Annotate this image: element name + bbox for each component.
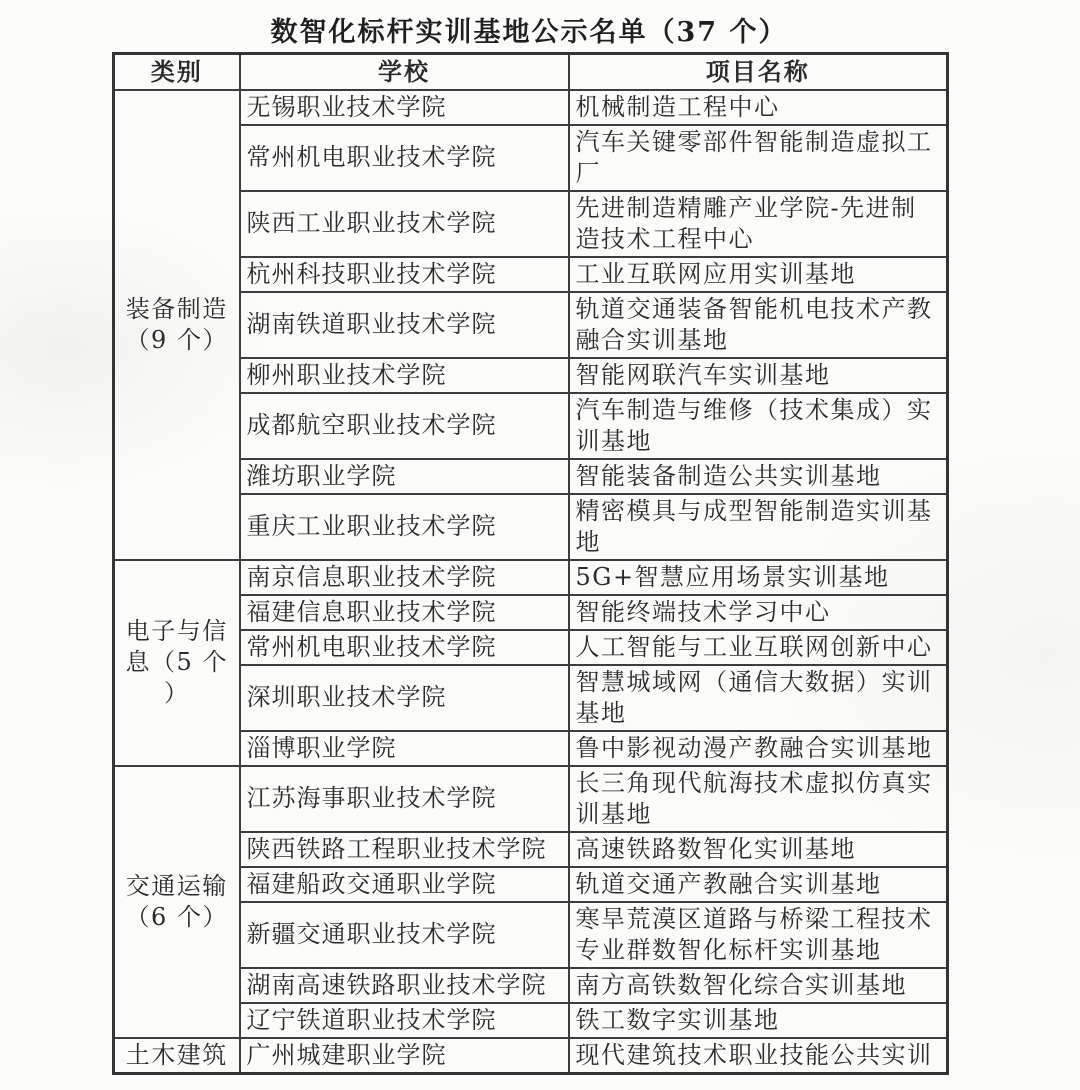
- school-cell: 南京信息职业技术学院: [240, 560, 569, 595]
- project-cell: 汽车关键零部件智能制造虚拟工厂: [569, 125, 948, 191]
- table-row: [114, 459, 948, 494]
- project-cell: 现代建筑技术职业技能公共实训: [569, 1038, 948, 1074]
- school-cell: 深圳职业技术学院: [240, 665, 569, 731]
- table-row: [114, 766, 948, 832]
- project-cell: 5G+智慧应用场景实训基地: [569, 560, 948, 595]
- header-school: 学校: [240, 54, 569, 90]
- table-row: [114, 665, 948, 731]
- category-cell: 土木建筑: [114, 1038, 240, 1074]
- project-cell: 轨道交通装备智能机电技术产教融合实训基地: [569, 292, 948, 358]
- project-cell: 智能终端技术学习中心: [569, 595, 948, 630]
- project-cell: 铁工数字实训基地: [569, 1003, 948, 1038]
- project-cell: 南方高铁数智化综合实训基地: [569, 968, 948, 1003]
- table-row: [114, 125, 948, 191]
- header-category: 类别: [114, 54, 240, 90]
- school-cell: 广州城建职业学院: [240, 1038, 569, 1074]
- header-project: 项目名称: [569, 54, 948, 90]
- project-cell: 智能网联汽车实训基地: [569, 358, 948, 393]
- project-cell: 鲁中影视动漫产教融合实训基地: [569, 731, 948, 766]
- project-cell: 智慧城域网（通信大数据）实训基地: [569, 665, 948, 731]
- training-base-list-table: [112, 52, 949, 1075]
- table-row: [114, 832, 948, 867]
- table-row: [114, 257, 948, 292]
- project-cell: 人工智能与工业互联网创新中心: [569, 630, 948, 665]
- table-row: [114, 731, 948, 766]
- school-cell: 福建信息职业技术学院: [240, 595, 569, 630]
- project-cell: 工业互联网应用实训基地: [569, 257, 948, 292]
- table-row: [114, 1038, 948, 1074]
- table-row: [114, 595, 948, 630]
- category-cell: 电子与信息（5 个）: [114, 560, 240, 766]
- school-cell: 重庆工业职业技术学院: [240, 494, 569, 560]
- project-cell: 先进制造精雕产业学院-先进制造技术工程中心: [569, 191, 948, 257]
- project-cell: 精密模具与成型智能制造实训基地: [569, 494, 948, 560]
- project-cell: 高速铁路数智化实训基地: [569, 832, 948, 867]
- school-cell: 常州机电职业技术学院: [240, 125, 569, 191]
- table-row: [114, 867, 948, 902]
- table-row: [114, 393, 948, 459]
- school-cell: 新疆交通职业技术学院: [240, 902, 569, 968]
- header-row: [114, 54, 948, 90]
- table-row: [114, 560, 948, 595]
- school-cell: 福建船政交通职业学院: [240, 867, 569, 902]
- project-cell: 智能装备制造公共实训基地: [569, 459, 948, 494]
- school-cell: 淄博职业学院: [240, 731, 569, 766]
- school-cell: 陕西工业职业技术学院: [240, 191, 569, 257]
- school-cell: 常州机电职业技术学院: [240, 630, 569, 665]
- table-row: [114, 292, 948, 358]
- school-cell: 辽宁铁道职业技术学院: [240, 1003, 569, 1038]
- table-row: [114, 1003, 948, 1038]
- table-row: [114, 358, 948, 393]
- school-cell: 潍坊职业学院: [240, 459, 569, 494]
- project-cell: 机械制造工程中心: [569, 90, 948, 125]
- school-cell: 成都航空职业技术学院: [240, 393, 569, 459]
- table-row: [114, 902, 948, 968]
- project-cell: 寒旱荒漠区道路与桥梁工程技术专业群数智化标杆实训基地: [569, 902, 948, 968]
- table-row: [114, 191, 948, 257]
- school-cell: 杭州科技职业技术学院: [240, 257, 569, 292]
- table-row: [114, 968, 948, 1003]
- table-row: [114, 494, 948, 560]
- project-cell: 轨道交通产教融合实训基地: [569, 867, 948, 902]
- table-row: [114, 90, 948, 125]
- project-cell: 长三角现代航海技术虚拟仿真实训基地: [569, 766, 948, 832]
- school-cell: 无锡职业技术学院: [240, 90, 569, 125]
- school-cell: 柳州职业技术学院: [240, 358, 569, 393]
- project-cell: 汽车制造与维修（技术集成）实训基地: [569, 393, 948, 459]
- category-cell: 装备制造（9 个）: [114, 90, 240, 560]
- page-title: 数智化标杆实训基地公示名单（37 个）: [270, 17, 788, 48]
- school-cell: 湖南高速铁路职业技术学院: [240, 968, 569, 1003]
- school-cell: 江苏海事职业技术学院: [240, 766, 569, 832]
- category-cell: 交通运输（6 个）: [114, 766, 240, 1038]
- table-row: [114, 630, 948, 665]
- school-cell: 陕西铁路工程职业技术学院: [240, 832, 569, 867]
- school-cell: 湖南铁道职业技术学院: [240, 292, 569, 358]
